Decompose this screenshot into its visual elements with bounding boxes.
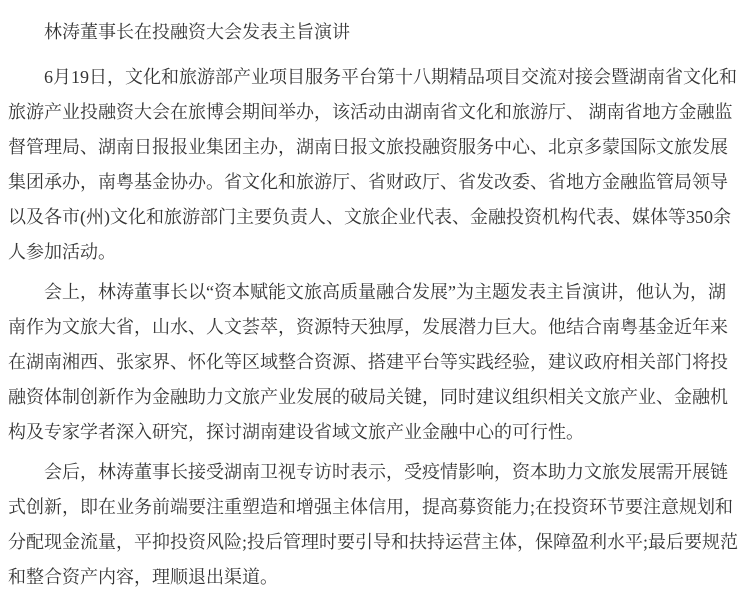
article-paragraph-3: 会后，林涛董事长接受湖南卫视专访时表示，受疫情影响，资本助力文旅发展需开展链式创新，即在业务前端要注重塑造和增强主体信用，提高募资能力;在投资环节要注意规划和分配现金流量，平抑投资风险;投后管理时要引导和扶持运营主体，保障盈利水平;最后要规范和整合资产内容，理顺退出渠道。 [8,462,738,587]
article-title: 林涛董事长在投融资大会发表主旨演讲 [44,22,350,42]
article-paragraph-2: 会上，林涛董事长以“资本赋能文旅高质量融合发展”为主题发表主旨演讲，他认为，湖南作为文旅大省，山水、人文荟萃，资源特天独厚，发展潜力巨大。他结合南粤基金近年来在湖南湘西、张家界、怀化等区域整合资源、搭建平台等实践经验，建议政府相关部门将投融资体制创新作为金融助力文旅产业发展的破局关键，同时建议组织相关文旅产业、金融机构及专家学者深入研究，探讨湖南建设省域文旅产业金融中心的可行性。 [8,282,728,442]
article-paragraph-1: 6月19日，文化和旅游部产业项目服务平台第十八期精品项目交流对接会暨湖南省文化和旅游产业投融资大会在旅博会期间举办，该活动由湖南省文化和旅游厅、 湖南省地方金融监督管理局、湖南日报报业集团主办，湖南日报文旅投融资服务中心、北京多蒙国际文旅发展集团承办，南粤基金协办。省文化和旅游厅、省财政厅、省发改委、省地方金融监管局领导以及各市(州)文化和旅游部门主要负责人、文旅企业代表、金融投资机构代表、媒体等350余人参加活动。 [8,67,737,262]
